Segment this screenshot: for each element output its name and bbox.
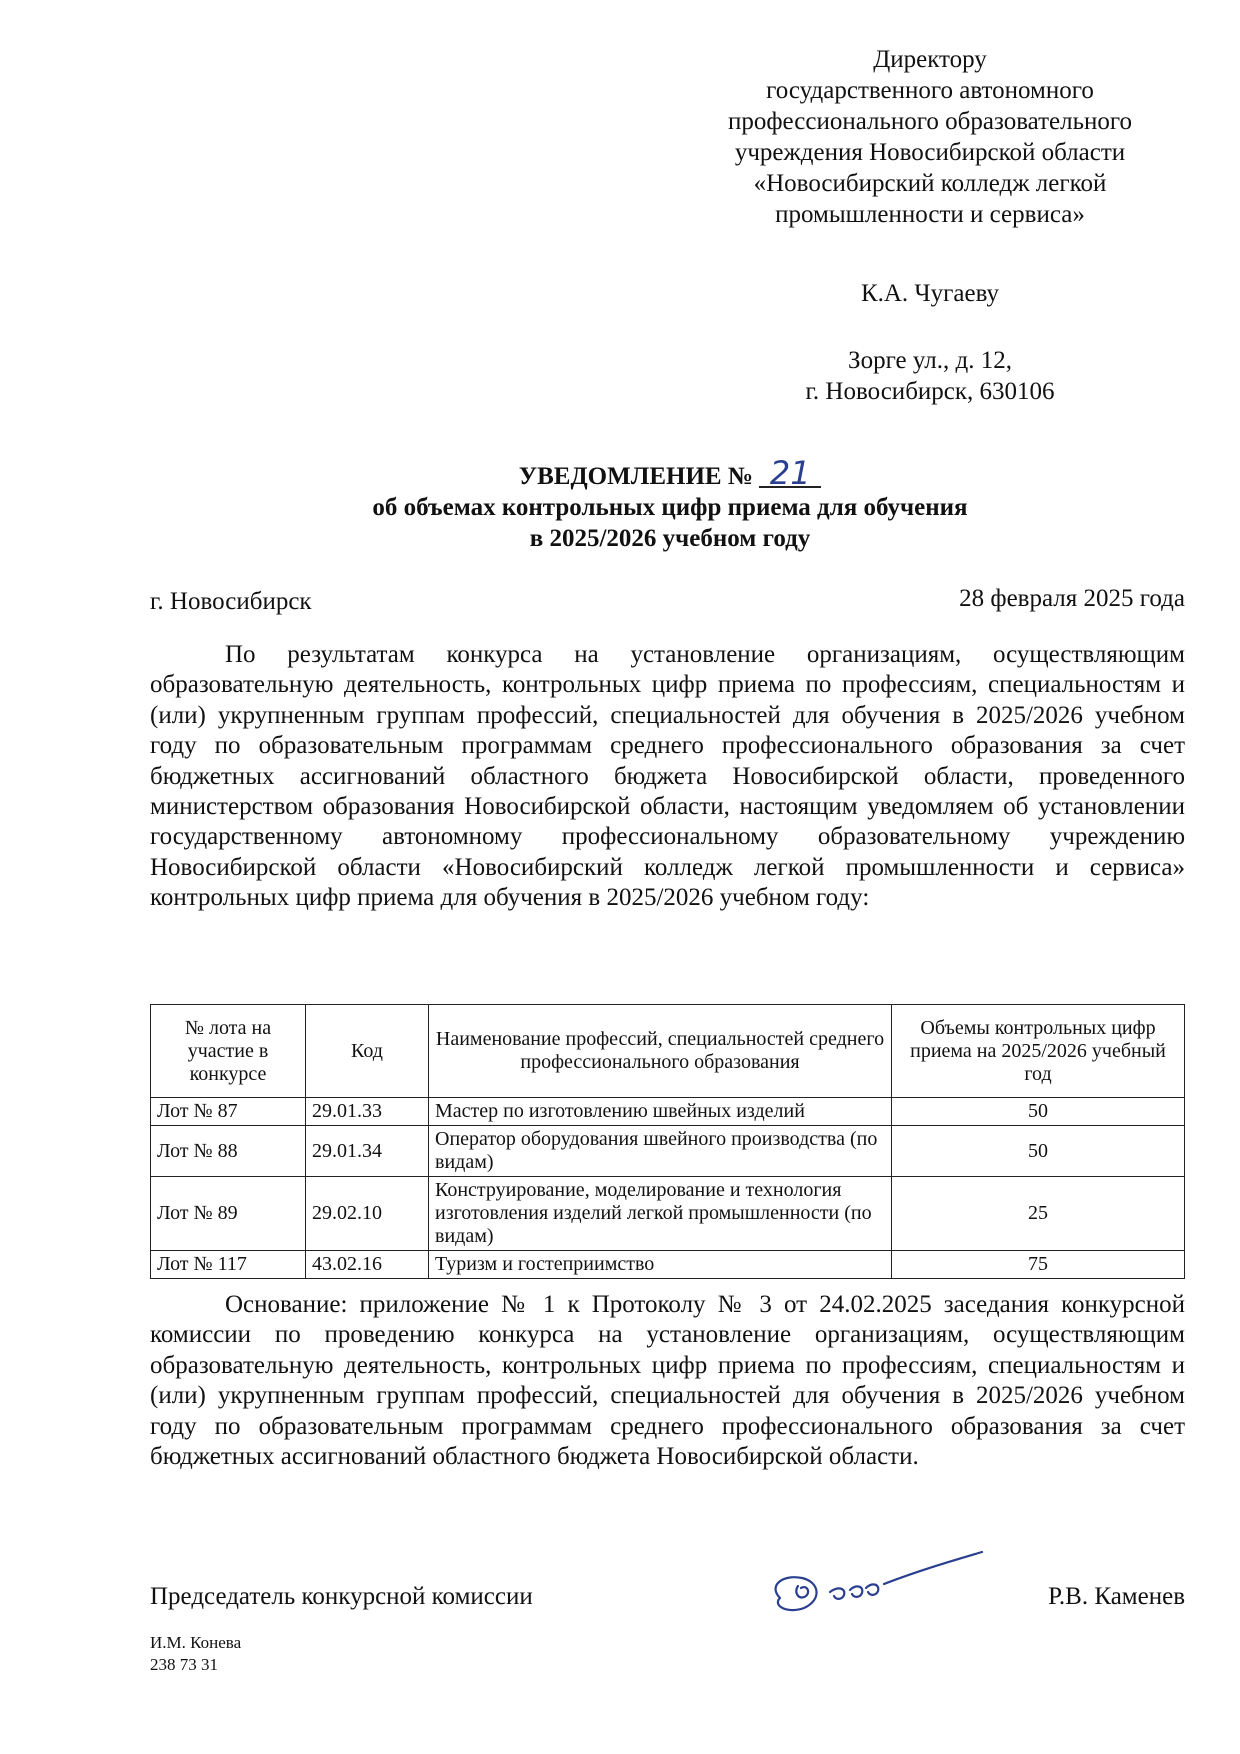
- addressee-name: К.А. Чугаеву: [860, 280, 1000, 307]
- title-line-2: об объемах контрольных цифр приема для обучения: [372, 494, 968, 521]
- admission-table: [150, 1004, 1185, 1279]
- cell-code: 29.01.34: [306, 1126, 429, 1177]
- chair-name: Р.В. Каменев: [1048, 1583, 1185, 1610]
- header-name: Наименование профессий, специальностей среднего профессионального образования: [429, 1005, 892, 1098]
- executor-name: И.М. Конева: [150, 1633, 242, 1652]
- cell-name: Мастер по изготовлению швейных изделий: [429, 1098, 892, 1126]
- cell-volume: 50: [892, 1126, 1185, 1177]
- cell-lot: Лот № 87: [151, 1098, 306, 1126]
- executor-phone: 238 73 31: [150, 1655, 218, 1674]
- cell-volume: 75: [892, 1251, 1185, 1279]
- addressee-line: профессионального образовательного: [727, 108, 1133, 135]
- header-volume: Объемы контрольных цифр приема на 2025/2026 учебный год: [892, 1005, 1185, 1098]
- table-row: [151, 1251, 1185, 1279]
- addressee-address: [640, 345, 1220, 407]
- table-row: [151, 1177, 1185, 1251]
- cell-name: Оператор оборудования швейного производства (по видам): [429, 1126, 892, 1177]
- table-row: [151, 1126, 1185, 1177]
- cell-lot: Лот № 117: [151, 1251, 306, 1279]
- cell-name: Туризм и гостеприимство: [429, 1251, 892, 1279]
- body-paragraph: По результатам конкурса на установление организациям, осуществляющим образовательную деятельность, контрольных цифр приема по профессиям, специальностям и (или) укрупненным группам профессий, специальностей для обучения в 2025/2026 учебном году по образовательным программам среднего профессионального образования за счет бюджетных ассигнований областного бюджета Новосибирской области, проведенного министерством образования Новосибирской области, настоящим уведомляем об установлении государственному автономному профессиональному образовательному учреждению Новосибирской области «Новосибирский колледж легкой промышленности и сервиса» контрольных цифр приема для обучения в 2025/2026 учебном году:: [150, 641, 1185, 912]
- title-line-1: [150, 454, 1190, 492]
- notice-body: [150, 640, 1185, 914]
- cell-code: 29.02.10: [306, 1177, 429, 1251]
- addressee-line: Директору: [873, 46, 987, 73]
- header-lot: № лота на участие в конкурсе: [151, 1005, 306, 1098]
- cell-lot: Лот № 89: [151, 1177, 306, 1251]
- document-place: г. Новосибирск: [150, 588, 312, 615]
- address-city: г. Новосибирск, 630106: [805, 378, 1055, 405]
- executor-info: [150, 1632, 241, 1676]
- table-row: [151, 1098, 1185, 1126]
- addressee-line: «Новосибирский колледж легкой: [753, 170, 1107, 197]
- title-line-3: в 2025/2026 учебном году: [529, 525, 811, 552]
- table-header-row: [151, 1005, 1185, 1098]
- address-street: Зорге ул., д. 12,: [848, 347, 1012, 374]
- document-title: [150, 454, 1190, 554]
- cell-volume: 25: [892, 1177, 1185, 1251]
- cell-volume: 50: [892, 1098, 1185, 1126]
- cell-lot: Лот № 88: [151, 1126, 306, 1177]
- addressee-line: государственного автономного: [766, 77, 1094, 104]
- notice-number: 21: [759, 460, 821, 488]
- chair-position: Председатель конкурсной комиссии: [150, 1583, 533, 1610]
- cell-code: 43.02.16: [306, 1251, 429, 1279]
- header-code: Код: [306, 1005, 429, 1098]
- addressee-block: [640, 44, 1220, 230]
- title-prefix: УВЕДОМЛЕНИЕ №: [518, 463, 753, 490]
- cell-name: Конструирование, моделирование и технология изготовления изделий легкой промышленности (по видам): [429, 1177, 892, 1251]
- basis-paragraph: [150, 1290, 1185, 1472]
- document-date: 28 февраля 2025 года: [959, 585, 1185, 612]
- addressee-line: промышленности и сервиса»: [775, 201, 1085, 228]
- handwritten-signature: [760, 1548, 990, 1628]
- cell-code: 29.01.33: [306, 1098, 429, 1126]
- basis-text: Основание: приложение № 1 к Протоколу № 3 от 24.02.2025 заседания конкурсной комиссии по проведению конкурса на установление организациям, осуществляющим образовательную деятельность, контрольных цифр приема по профессиям, специальностям и (или) укрупненным группам профессий, специальностей для обучения в 2025/2026 учебном году по образовательным программам среднего профессионального образования за счет бюджетных ассигнований областного бюджета Новосибирской области.: [150, 1291, 1185, 1471]
- addressee-line: учреждения Новосибирской области: [734, 139, 1126, 166]
